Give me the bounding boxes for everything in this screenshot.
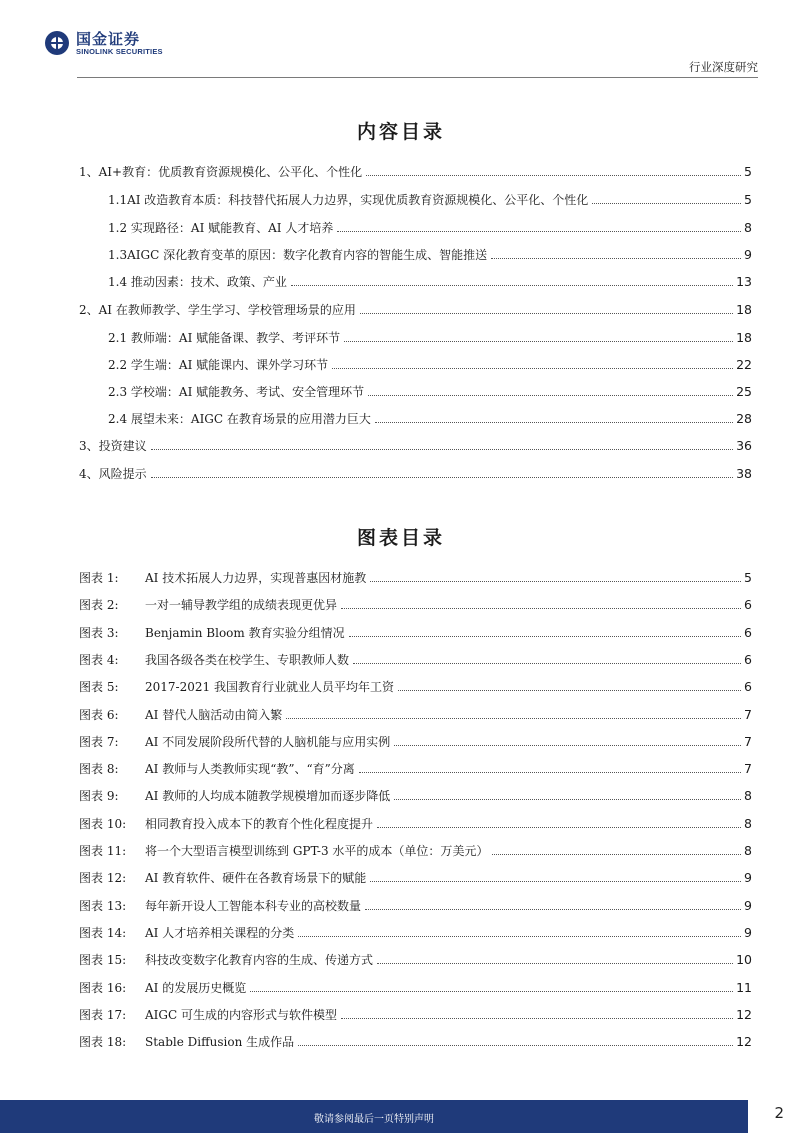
- figure-page: 6: [744, 624, 752, 640]
- figure-title: AI 人才培养相关课程的分类: [145, 925, 295, 940]
- dot-leader: [291, 285, 733, 286]
- dot-leader: [349, 636, 741, 637]
- toc-entry-page: 5: [744, 164, 752, 179]
- dot-leader: [365, 909, 741, 910]
- dot-leader: [366, 175, 741, 176]
- dot-leader: [151, 477, 733, 478]
- figure-number: 图表 17:: [79, 1007, 127, 1022]
- dot-leader: [344, 341, 733, 342]
- toc-entry-page: 13: [736, 274, 752, 289]
- figure-entry[interactable]: [79, 784, 752, 804]
- toc-entry[interactable]: [108, 243, 752, 263]
- figure-entry[interactable]: [79, 730, 752, 750]
- toc-entry-title: 1.2 实现路径：AI 赋能教育、AI 人才培养: [108, 221, 334, 235]
- toc-entry-title: 1.3AIGC 深化教育变革的原因：数字化教育内容的智能生成、智能推送: [108, 248, 488, 262]
- figure-page: 6: [744, 651, 752, 667]
- figure-number: 图表 1:: [79, 571, 119, 585]
- toc-entry-page: 38: [736, 466, 752, 481]
- toc-entry-title: 2.1 教师端：AI 赋能备课、教学、考评环节: [108, 331, 341, 345]
- figure-entry[interactable]: [79, 675, 752, 695]
- toc-entry-title: 4、风险提示: [79, 467, 147, 481]
- dot-leader: [298, 936, 741, 937]
- toc-entry[interactable]: [108, 326, 752, 346]
- figure-entry[interactable]: [79, 921, 752, 941]
- toc-entry-title: 2.4 展望未来：AIGC 在教育场景的应用潜力巨大: [108, 412, 371, 426]
- figure-number: 图表 11:: [79, 844, 127, 858]
- figure-page: 8: [744, 788, 752, 804]
- toc-entry[interactable]: [79, 160, 752, 180]
- dot-leader: [337, 231, 741, 232]
- figure-number: 图表 12:: [79, 871, 127, 886]
- figure-title: 一对一辅导教学组的成绩表现更优异: [145, 598, 338, 613]
- figure-page: 8: [744, 843, 752, 858]
- dot-leader: [370, 581, 741, 582]
- figure-page: 7: [744, 733, 752, 749]
- figure-page: 12: [736, 1006, 752, 1022]
- toc-entry-title: 1.4 推动因素：技术、政策、产业: [108, 275, 287, 289]
- figure-number: 图表 4:: [79, 652, 119, 667]
- figure-entry[interactable]: [79, 976, 752, 996]
- figure-title: AI 替代人脑活动由简入繁: [145, 707, 283, 722]
- figure-title: 科技改变数字化教育内容的生成、传递方式: [145, 953, 374, 968]
- toc-entry-page: 18: [736, 302, 752, 317]
- dot-leader: [375, 422, 733, 423]
- toc-entry-page: 9: [744, 247, 752, 262]
- figure-page: 11: [736, 979, 752, 995]
- figure-number: 图表 13:: [79, 898, 127, 913]
- figure-page: 8: [744, 815, 752, 831]
- figure-entry[interactable]: [79, 866, 752, 886]
- dot-leader: [492, 854, 741, 855]
- dot-leader: [370, 881, 741, 882]
- toc-entry-page: 36: [736, 438, 752, 453]
- figure-page: 12: [736, 1034, 752, 1050]
- dot-leader: [341, 1018, 733, 1019]
- figure-page: 5: [744, 570, 752, 585]
- figure-page: 9: [744, 924, 752, 940]
- figure-entry[interactable]: [79, 1003, 752, 1023]
- figure-entry[interactable]: [79, 648, 752, 668]
- dot-leader: [286, 718, 741, 719]
- figure-page: 10: [736, 952, 752, 968]
- figure-title: 我国各级各类在校学生、专职教师人数: [145, 652, 350, 667]
- dot-leader: [341, 608, 741, 609]
- figure-number: 图表 6:: [79, 707, 119, 722]
- toc-entry[interactable]: [108, 353, 752, 373]
- brand-name-en: SINOLINK SECURITIES: [76, 46, 163, 56]
- figure-title: Benjamin Bloom 教育实验分组情况: [145, 625, 345, 640]
- figure-number: 图表 9:: [79, 789, 119, 804]
- figure-number: 图表 5:: [79, 680, 119, 695]
- figure-page: 9: [744, 897, 752, 913]
- toc-entry-title: 1、AI+教育：优质教育资源规模化、公平化、个性化: [79, 165, 363, 179]
- figure-page: 6: [744, 597, 752, 613]
- dot-leader: [592, 203, 741, 204]
- figure-number: 图表 15:: [79, 953, 127, 968]
- figure-page: 7: [744, 761, 752, 777]
- figure-title: AIGC 可生成的内容形式与软件模型: [145, 1007, 337, 1022]
- page-header: [0, 0, 802, 80]
- toc-entry[interactable]: [79, 298, 752, 318]
- toc-entry-page: 28: [736, 411, 752, 426]
- dot-leader: [360, 313, 733, 314]
- dot-leader: [353, 663, 741, 664]
- figure-number: 图表 16:: [79, 980, 127, 995]
- report-type-label: 行业深度研究: [689, 60, 758, 74]
- figure-entry[interactable]: [79, 839, 752, 859]
- toc-entry[interactable]: [79, 462, 752, 482]
- figure-page: 6: [744, 679, 752, 695]
- figure-number: 图表 18:: [79, 1035, 127, 1050]
- figure-number: 图表 10:: [79, 816, 127, 831]
- toc-entry[interactable]: [108, 216, 752, 236]
- dot-leader: [491, 258, 741, 259]
- brand-logo: [44, 30, 163, 56]
- figure-number: 图表 14:: [79, 925, 127, 940]
- toc-entry-title: 2、AI 在教师教学、学生学习、学校管理场景的应用: [79, 303, 356, 317]
- figure-entry[interactable]: [79, 812, 752, 832]
- figure-title: AI 教师的人均成本随教学规模增加而逐步降低: [145, 789, 391, 804]
- toc-entry[interactable]: [108, 407, 752, 427]
- toc-entry-page: 8: [744, 220, 752, 235]
- page-number: 2: [774, 1104, 784, 1122]
- figures-title: 图表目录: [356, 527, 445, 549]
- dot-leader: [332, 368, 733, 369]
- disclaimer-notice: 敬请参阅最后一页特别声明: [314, 1114, 434, 1125]
- figure-entry[interactable]: [79, 566, 752, 586]
- figure-title: AI 教育软件、硬件在各教育场景下的赋能: [145, 871, 367, 886]
- figure-title: AI 教师与人类教师实现“教”、“育”分离: [145, 762, 355, 777]
- figure-title: AI 技术拓展人力边界，实现普惠因材施教: [145, 571, 367, 585]
- dot-leader: [151, 449, 733, 450]
- toc-entry-title: 2.3 学校端：AI 赋能教务、考试、安全管理环节: [108, 385, 365, 399]
- figure-entry[interactable]: [79, 593, 752, 613]
- dot-leader: [398, 690, 741, 691]
- figure-entry[interactable]: [79, 621, 752, 641]
- figure-title: Stable Diffusion 生成作品: [145, 1035, 295, 1050]
- toc-entry[interactable]: [108, 188, 752, 208]
- brand-name-cn: 国金证券: [76, 29, 141, 48]
- figure-number: 图表 3:: [79, 625, 119, 640]
- figure-entry[interactable]: [79, 948, 752, 968]
- dot-leader: [377, 963, 733, 964]
- figure-page: 7: [744, 706, 752, 722]
- dot-leader: [359, 772, 741, 773]
- sinolink-logo-icon: [44, 30, 70, 56]
- figure-title: 相同教育投入成本下的教育个性化程度提升: [145, 816, 374, 831]
- figure-number: 图表 7:: [79, 734, 119, 749]
- toc-entry[interactable]: [79, 434, 752, 454]
- dot-leader: [250, 991, 733, 992]
- toc-entry-page: 25: [736, 384, 752, 399]
- dot-leader: [394, 799, 741, 800]
- toc-entry-page: 18: [736, 330, 752, 345]
- dot-leader: [368, 395, 733, 396]
- dot-leader: [298, 1045, 733, 1046]
- toc-entry-page: 22: [736, 357, 752, 372]
- toc-entry[interactable]: [108, 270, 752, 290]
- figure-title: 2017-2021 我国教育行业就业人员平均年工资: [145, 680, 394, 695]
- figure-entry[interactable]: [79, 894, 752, 914]
- toc-entry-title: 3、投资建议: [79, 439, 147, 453]
- figure-number: 图表 8:: [79, 762, 119, 777]
- toc-entry-title: 2.2 学生端：AI 赋能课内、课外学习环节: [108, 358, 329, 372]
- contents-title: 内容目录: [356, 121, 445, 143]
- dot-leader: [394, 745, 741, 746]
- header-divider: [77, 77, 758, 78]
- figure-title: 将一个大型语言模型训练到 GPT-3 水平的成本（单位：万美元）: [145, 844, 489, 858]
- toc-entry-page: 5: [744, 192, 752, 207]
- dot-leader: [377, 827, 741, 828]
- figure-entry[interactable]: [79, 1030, 752, 1050]
- figure-title: 每年新开设人工智能本科专业的高校数量: [145, 898, 362, 913]
- figure-entry[interactable]: [79, 757, 752, 777]
- toc-entry-title: 1.1AI 改造教育本质：科技替代拓展人力边界，实现优质教育资源规模化、公平化、个性化: [108, 193, 589, 207]
- figure-title: AI 的发展历史概览: [145, 980, 247, 995]
- toc-entry[interactable]: [108, 380, 752, 400]
- figure-entry[interactable]: [79, 703, 752, 723]
- figure-title: AI 不同发展阶段所代替的人脑机能与应用实例: [145, 734, 391, 749]
- figure-page: 9: [744, 870, 752, 886]
- figure-number: 图表 2:: [79, 598, 119, 613]
